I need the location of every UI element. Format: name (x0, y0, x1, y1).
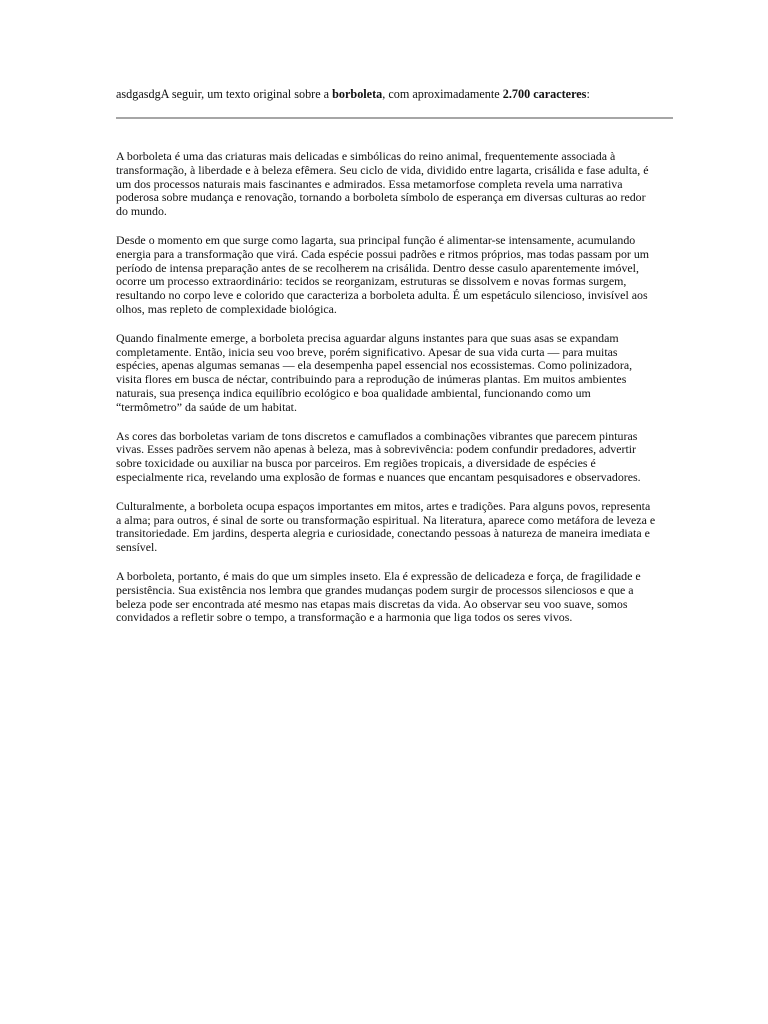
intro-middle: , com aproximadamente (382, 87, 503, 101)
intro-prefix: asdgasdgA seguir, um texto original sobre a (116, 87, 333, 101)
intro-subject: borboleta (332, 87, 383, 101)
paragraph-6: A borboleta, portanto, é mais do que um simples inseto. Ela é expressão de delicadeza e força, de fragilidade e persistência. Sua existência nos lembra que grandes mudanças podem surgir de processos silenciosos e que a beleza pode ser encontrada até mesmo nas etapas mais discretas da vida. Ao observar seu voo suave, somos convidados a refletir sobre o tempo, a transformação e a harmonia que liga todos os seres vivos. (116, 568, 641, 625)
intro-character-count: 2.700 caracteres (502, 87, 587, 101)
paragraph-2: Desde o momento em que surge como lagarta, sua principal função é alimentar-se intensamente, acumulando energia para a transformação que virá. Cada espécie possui padrões e ritmos próprios, mas todas passam por um período de intensa preparação antes de se recolherem na crisálida. Dentro desse casulo aparentemente imóvel, ocorre um processo extraordinário: tecidos se reorganizam, estruturas se dissolvem e novas formas surgem, resultando no corpo leve e colorido que caracteriza a borboleta adulta. É um espetáculo silencioso, invisível aos olhos, mas repleto de complexidade biológica. (116, 232, 650, 316)
article-body (116, 150, 656, 640)
intro-line (116, 87, 676, 102)
paragraph-3: Quando finalmente emerge, a borboleta precisa aguardar alguns instantes para que suas asas se expandam completamente. Então, inicia seu voo breve, porém significativo. Apesar de sua vida curta — para muitas espécies, apenas algumas semanas — ela desempenha papel essencial nos ecossistemas. Como polinizadora, visita flores em busca de néctar, contribuindo para a reprodução de inúmeras plantas. Em muitos ambientes naturais, sua presença indica equilíbrio ecológico e boa qualidade ambiental, funcionando como um “termômetro” da saúde de um habitat. (116, 330, 633, 414)
paragraph-4: As cores das borboletas variam de tons discretos e camuflados a combinações vibrantes que parecem pinturas vivas. Esses padrões servem não apenas à beleza, mas à sobrevivência: podem confundir predadores, advertir sobre toxicidade ou auxiliar na busca por parceiros. Em regiões tropicais, a diversidade de espécies é especialmente rica, revelando uma explosão de formas e nuances que encantam pesquisadores e observadores. (116, 428, 641, 484)
paragraph-5: Culturalmente, a borboleta ocupa espaços importantes em mitos, artes e tradições. Para alguns povos, representa a alma; para outros, é sinal de sorte ou transformação espiritual. Na literatura, aparece como metáfora de leveza e transitoriedade. Em jardins, desperta alegria e curiosidade, conectando pessoas à natureza de maneira imediata e sensível. (116, 498, 656, 555)
paragraph-1: A borboleta é uma das criaturas mais delicadas e simbólicas do reino animal, frequentemente associada à transformação, à liberdade e à beleza efêmera. Seu ciclo de vida, dividido entre lagarta, crisálida e fase adulta, é um dos processos naturais mais fascinantes e admirados. Essa metamorfose completa revela uma narrativa poderosa sobre mudança e renovação, tornando a borboleta símbolo de esperança em diversas culturas ao redor do mundo. (116, 149, 649, 219)
horizontal-rule (116, 117, 673, 119)
intro-suffix: : (586, 87, 590, 101)
